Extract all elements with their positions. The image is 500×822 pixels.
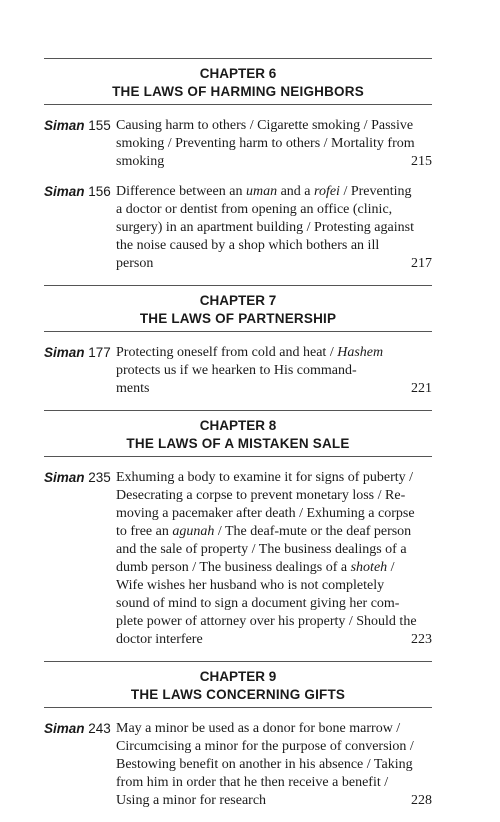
chapter-heading [44,411,432,457]
entry-line: surgery) in an apartment building / Protesting against [116,220,414,235]
entry-line: doctor interfere [116,632,203,647]
chapter-section [44,661,432,810]
toc-entry [44,469,432,649]
entry-line: May a minor be used as a donor for bone marrow / [116,721,401,736]
toc-entry [44,117,432,171]
chapter-number: CHAPTER 8 [199,418,277,433]
siman-number: 243 [88,721,111,736]
siman-number: 177 [88,345,111,360]
entry-line: Circumcising a minor for the purpose of conversion / [116,739,414,754]
entry-line: Exhuming a body to examine it for signs of puberty / [116,470,414,485]
chapter-number: CHAPTER 9 [199,669,277,684]
chapter-section [44,410,432,649]
entry-line: Wife wishes her husband who is not completely [116,578,385,593]
entry-line: moving a pacemaker after death / Exhuming a corpse [116,506,415,521]
entry-line: Difference between an uman and a rofei / Preventing [116,184,412,199]
chapter-title: THE LAWS OF PARTNERSHIP [139,311,337,326]
toc-entry [44,183,432,273]
entry-line: and the sale of property / The business dealings of a [116,542,407,557]
chapter-number: CHAPTER 7 [199,293,277,308]
entry-line: dumb person / The business dealings of a shoteh / [116,560,395,575]
siman-word: Siman [44,345,85,360]
entry-line: Protecting oneself from cold and heat / Hashem [116,345,384,360]
entry-line: plete power of attorney over his property / Should the [116,614,417,629]
siman-label [44,469,116,649]
entry-line: person [116,256,154,271]
entry-line: Causing harm to others / Cigarette smoking / Passive [116,118,414,133]
entry-line: ments [116,381,150,396]
siman-number: 156 [88,184,111,199]
entry-line: the noise caused by a shop which bothers an ill [116,238,380,253]
chapter-heading [44,286,432,332]
siman-label [44,720,116,810]
siman-number: 235 [88,470,111,485]
entry-line: sound of mind to sign a document giving her com- [116,596,400,611]
entry-line: a doctor or dentist from opening an office (clinic, [116,202,393,217]
entry-line: Using a minor for research [116,793,267,808]
toc-entry [44,720,432,810]
entry-line: Bestowing benefit on another in his absence / Taking [116,757,413,772]
page-number: 228 [411,793,432,808]
page-number: 217 [411,256,432,271]
entry-line: smoking [116,154,165,169]
entry-line: Desecrating a corpse to prevent monetary loss / Re- [116,488,406,503]
siman-word: Siman [44,721,85,736]
entry-line: to free an agunah / The deaf-mute or the deaf person [116,524,412,539]
table-of-contents [44,58,432,822]
page-number: 221 [411,381,432,396]
entry-description [116,183,414,273]
siman-word: Siman [44,118,85,133]
entry-description [116,117,415,171]
chapter-heading [44,662,432,708]
toc-entry [44,344,432,398]
chapter-title: THE LAWS OF HARMING NEIGHBORS [112,84,364,99]
chapter-number: CHAPTER 6 [199,66,277,81]
chapter-title: THE LAWS CONCERNING GIFTS [130,687,346,702]
entry-line: from him in order that he then receive a benefit / [116,775,389,790]
entry-line: protects us if we hearken to His command- [116,363,357,378]
entry-description [116,469,417,649]
entry-line: smoking / Preventing harm to others / Mortality from [116,136,415,151]
entry-description [116,344,398,398]
siman-label [44,183,116,273]
siman-label [44,344,116,398]
siman-word: Siman [44,184,85,199]
siman-number: 155 [88,118,111,133]
siman-label [44,117,116,171]
chapter-heading [44,59,432,105]
chapter-section [44,285,432,398]
page-number: 223 [411,632,432,647]
siman-word: Siman [44,470,85,485]
entry-description [116,720,414,810]
chapter-title: THE LAWS OF A MISTAKEN SALE [126,436,350,451]
page-number: 215 [411,154,432,169]
chapter-section [44,58,432,273]
